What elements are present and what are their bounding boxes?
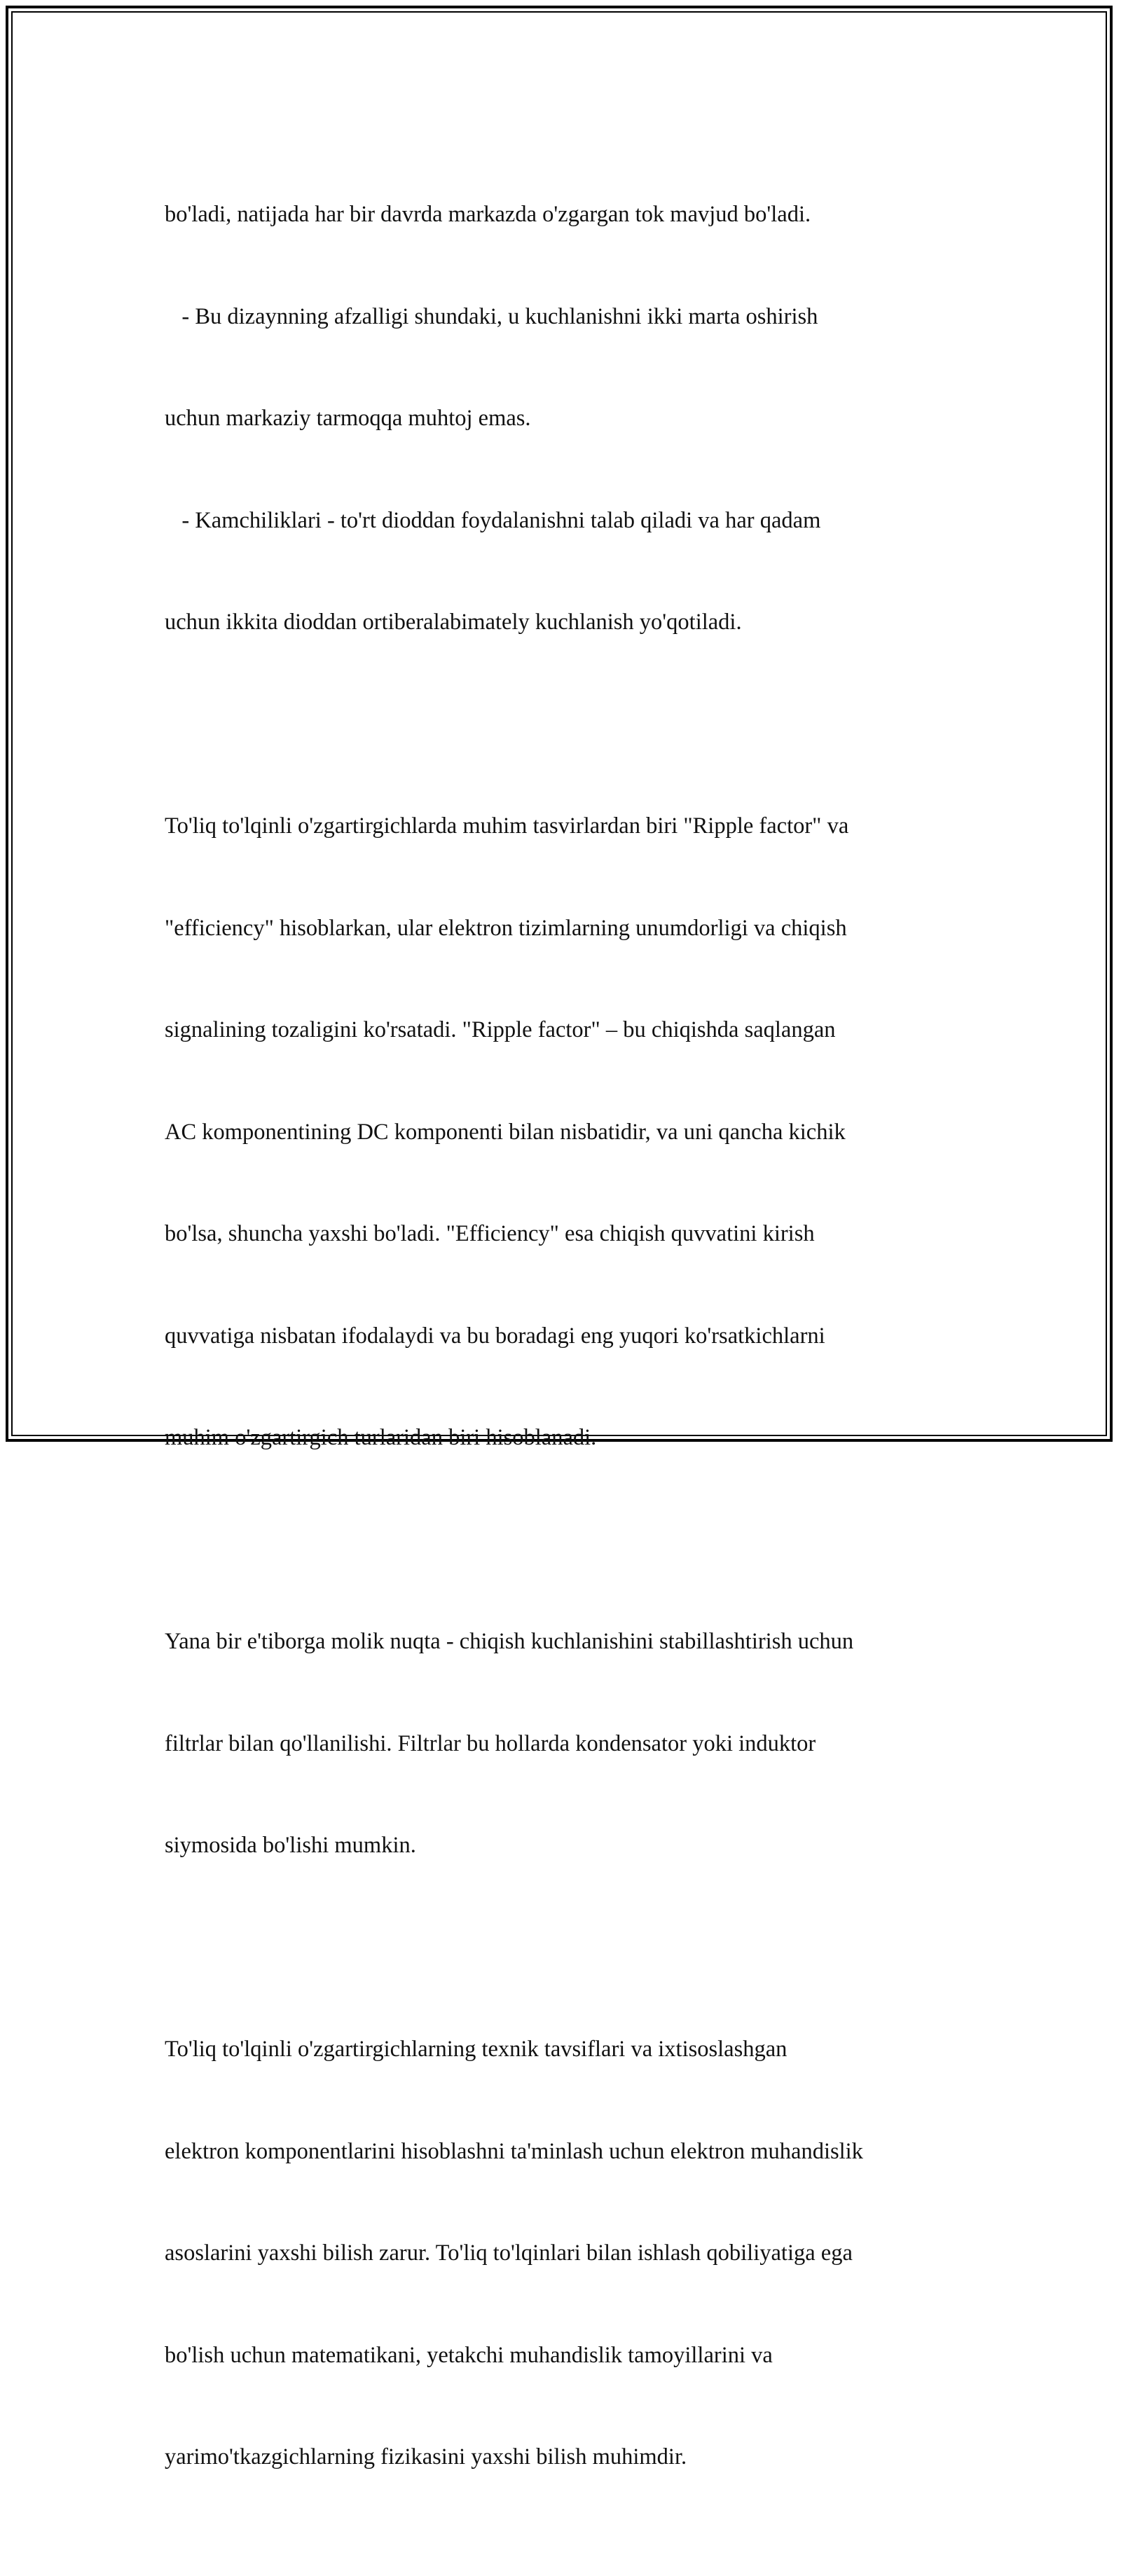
text-line: bo'lish uchun matematikani, yetakchi muhandislik tamoyillarini va (165, 2342, 773, 2368)
paragraph-3 (165, 1557, 970, 1931)
text-line: signalining tozaligini ko'rsatadi. "Ripple factor" – bu chiqishda saqlangan (165, 1017, 836, 1042)
text-line: Yana bir e'tiborga molik nuqta - chiqish kuchlanishini stabillashtirish uchun (165, 1629, 854, 1654)
text-line: quvvatiga nisbatan ifodalaydi va bu boradagi eng yuqori ko'rsatkichlarni (165, 1323, 825, 1349)
text-line: - Kamchiliklari - to'rt dioddan foydalanishni talab qiladi va har qadam (165, 507, 821, 533)
text-line: "efficiency" hisoblarkan, ular elektron tizimlarning unumdorligi va chiqish (165, 915, 847, 941)
paragraph-1 (165, 130, 970, 708)
text-line: - Bu dizaynning afzalligi shundaki, u kuchlanishni ikki marta oshirish (165, 303, 818, 329)
text-line: elektron komponentlarini hisoblashni ta'minlash uchun elektron muhandislik (165, 2138, 863, 2164)
text-line: asoslarini yaxshi bilish zarur. To'liq to'lqinlari bilan ishlash qobiliyatiga ega (165, 2240, 853, 2266)
text-line: uchun ikkita dioddan ortiberalabimately kuchlanish yo'qotiladi. (165, 609, 742, 635)
paragraph-2 (165, 741, 970, 1523)
document-body (165, 130, 970, 2576)
paragraph-4 (165, 1964, 970, 2542)
text-line: bo'ladi, natijada har bir davrda markazda o'zgargan tok mavjud bo'ladi. (165, 202, 811, 227)
text-line: AC komponentining DC komponenti bilan nisbatidir, va uni qancha kichik (165, 1119, 846, 1145)
text-line: filtrlar bilan qo'llanilishi. Filtrlar bu hollarda kondensator yoki induktor (165, 1730, 816, 1756)
text-line: yarimo'tkazgichlarning fizikasini yaxshi bilish muhimdir. (165, 2444, 687, 2470)
text-line: uchun markaziy tarmoqqa muhtoj emas. (165, 406, 531, 431)
text-line: muhim o'zgartirgich turlaridan biri hisoblanadi. (165, 1425, 597, 1450)
text-line: siymosida bo'lishi mumkin. (165, 1833, 416, 1858)
text-line: bo'lsa, shuncha yaxshi bo'ladi. "Efficiency" esa chiqish quvvatini kirish (165, 1221, 815, 1246)
text-line: To'liq to'lqinli o'zgartirgichlarning texnik tavsiflari va ixtisoslashgan (165, 2037, 788, 2062)
text-line: To'liq to'lqinli o'zgartirgichlarda muhim tasvirlardan biri "Ripple factor" va (165, 813, 849, 839)
